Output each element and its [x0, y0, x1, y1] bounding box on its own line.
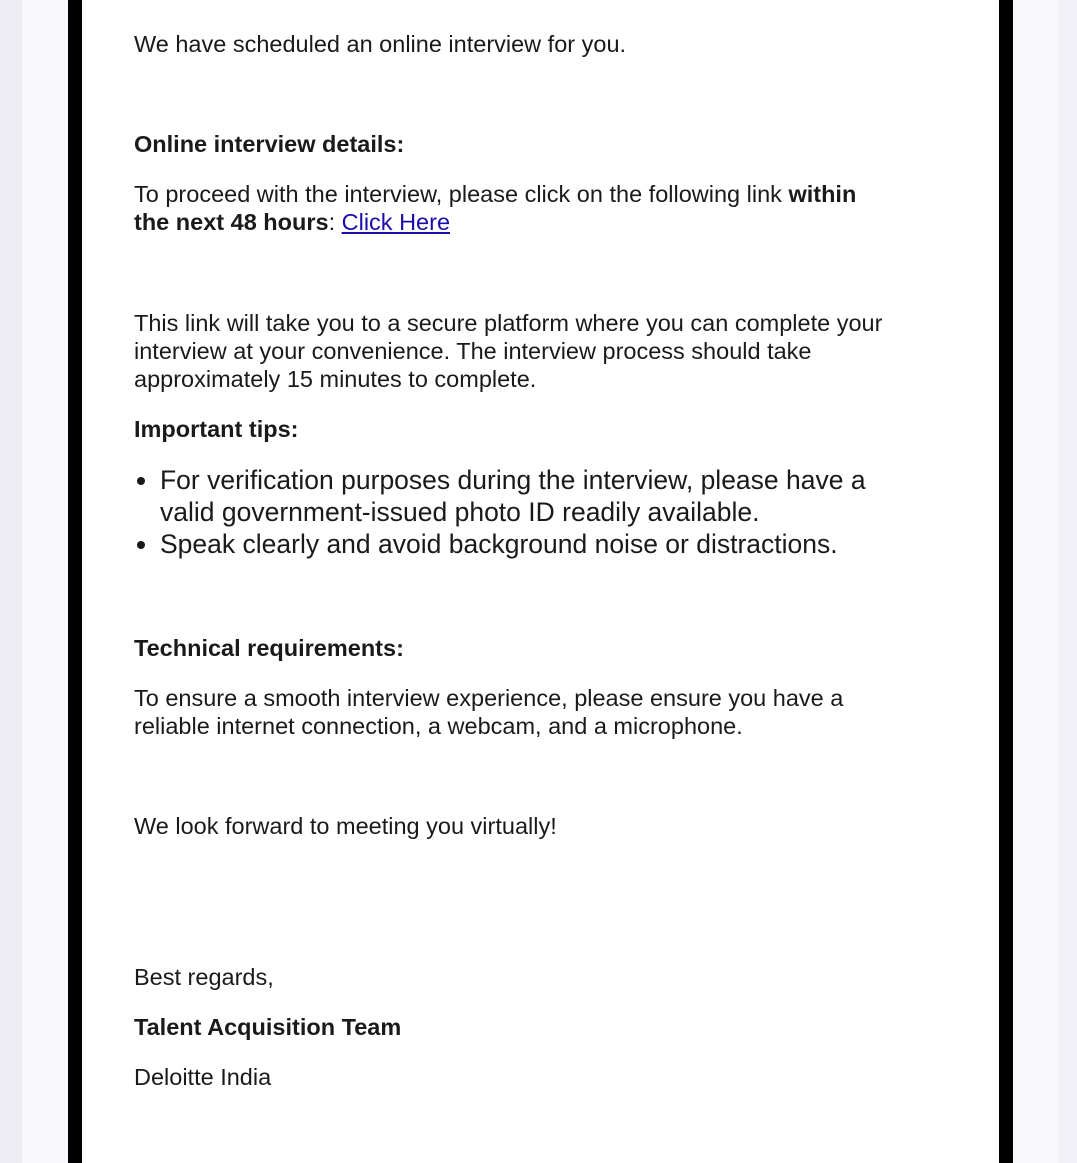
bullet-icon [137, 477, 145, 485]
tech-heading: Technical requirements: [134, 635, 404, 661]
tech-line-2: reliable internet connection, a webcam, and a microphone. [134, 713, 743, 739]
company-name: Deloitte India [134, 1064, 272, 1090]
tips-heading: Important tips: [134, 416, 299, 442]
tech-line-1: To ensure a smooth interview experience, please ensure you have a [134, 685, 844, 711]
platform-line-1: This link will take you to a secure platform where you can complete your [134, 310, 883, 336]
tip-1-line-1: For verification purposes during the interview, please have a [160, 465, 866, 495]
page-background [0, 0, 24, 1163]
team-name: Talent Acquisition Team [134, 1014, 402, 1040]
list-item [134, 528, 866, 560]
tips-list [134, 464, 866, 560]
bullet-icon [137, 541, 145, 549]
proceed-line-2 [134, 208, 450, 236]
tip-1-line-2: valid government-issued photo ID readily available. [160, 497, 760, 527]
proceed-line-1 [134, 180, 856, 208]
colon-text: : [328, 209, 342, 235]
email-body [82, 0, 999, 1163]
deadline-text: within [788, 181, 857, 207]
list-item [134, 464, 866, 528]
click-here-link[interactable]: Click Here [341, 209, 451, 235]
platform-line-3: approximately 15 minutes to complete. [134, 366, 537, 392]
closing-text: We look forward to meeting you virtually! [134, 813, 557, 839]
intro-text: We have scheduled an online interview for you. [134, 31, 627, 57]
signoff-text: Best regards, [134, 964, 274, 990]
proceed-text: To proceed with the interview, please click on the following link [134, 181, 789, 207]
details-heading: Online interview details: [134, 131, 405, 157]
deadline-hours: the next 48 hours [134, 209, 329, 235]
tip-2-line-1: Speak clearly and avoid background noise or distractions. [160, 529, 838, 559]
platform-line-2: interview at your convenience. The interview process should take [134, 338, 812, 364]
